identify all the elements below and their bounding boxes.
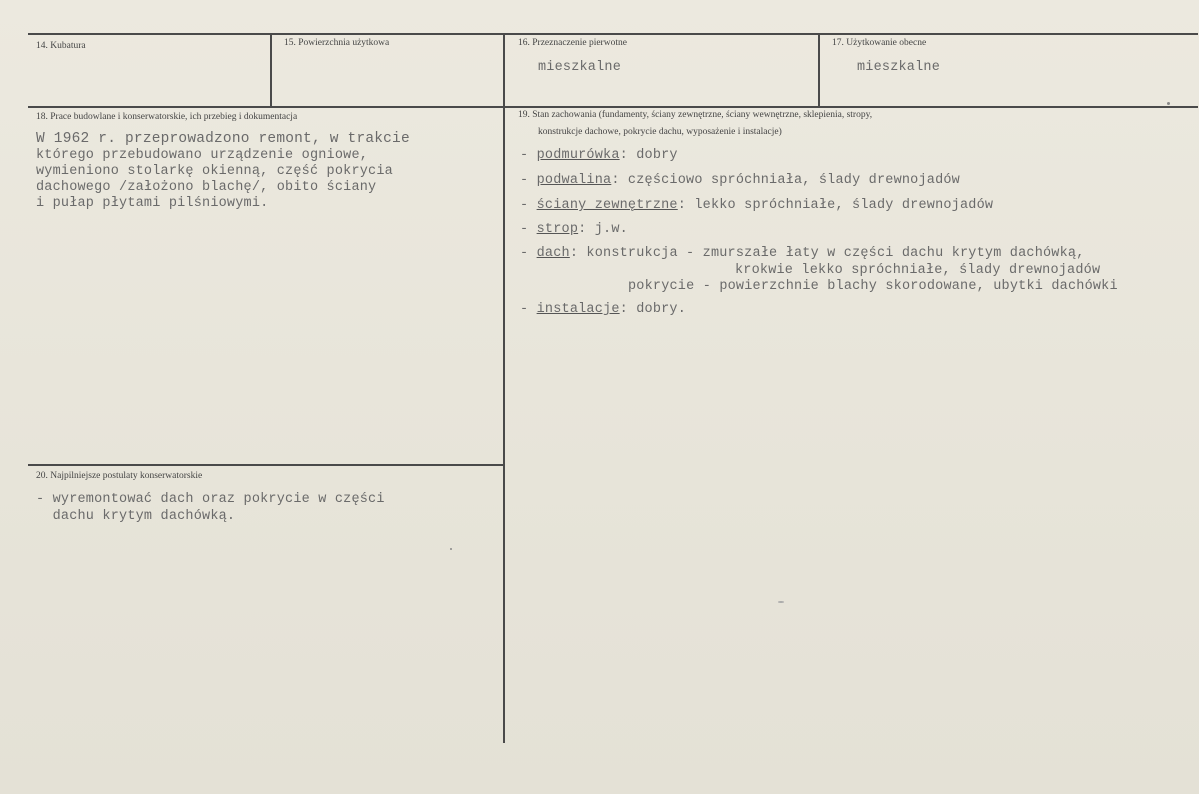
field-19-label: 19. Stan zachowania (fundamenty, ściany zewnętrzne, ściany wewnętrzne, sklepienia, stropy,	[518, 110, 873, 120]
paper-speck	[778, 601, 784, 603]
field-18-line: którego przebudowano urządzenie ogniowe,	[36, 148, 369, 163]
field-18-line: W 1962 r. przeprowadzono remont, w trakcie	[36, 131, 410, 147]
divider-14-15	[270, 33, 272, 106]
paper-speck	[450, 548, 452, 550]
condition-item: - podwalina: częściowo spróchniała, ślady drewnojadów	[520, 173, 960, 188]
condition-key: dach	[536, 246, 570, 261]
condition-key: podwalina	[536, 173, 612, 188]
field-16-label: 16. Przeznaczenie pierwotne	[518, 38, 627, 48]
condition-key: instalacje	[536, 302, 620, 317]
field-17-label: 17. Użytkowanie obecne	[832, 38, 927, 48]
condition-item: - instalacje: dobry.	[520, 302, 687, 317]
condition-item-cont: pokrycie - powierzchnie blachy skorodowane, ubytki dachówki	[628, 279, 1118, 294]
row1-bottom-border	[28, 106, 1198, 108]
condition-item: - ściany zewnętrzne: lekko spróchniałe, ślady drewnojadów	[520, 198, 994, 213]
field-20-label: 20. Najpilniejsze postulaty konserwatorskie	[36, 471, 203, 481]
field-14-label: 14. Kubatura	[36, 41, 86, 51]
field-18-line: wymieniono stolarkę okienną, część pokrycia	[36, 164, 393, 179]
condition-item-cont: krokwie lekko spróchniałe, ślady drewnojadów	[735, 263, 1101, 278]
divider-16-17	[818, 33, 820, 106]
divider-15-16	[503, 33, 505, 743]
field-19-label-cont: konstrukcje dachowe, pokrycie dachu, wyposażenie i instalacje)	[538, 127, 782, 137]
condition-item: - dach: konstrukcja - zmurszałe łaty w części dachu krytym dachówką,	[520, 246, 1085, 261]
field-20-line: dachu krytym dachówką.	[36, 509, 236, 524]
field-17-value: mieszkalne	[857, 60, 941, 75]
condition-key: podmurówka	[536, 148, 620, 163]
condition-key: strop	[536, 222, 579, 237]
condition-key: ściany zewnętrzne	[536, 198, 678, 213]
condition-item: - podmurówka: dobry	[520, 148, 678, 163]
field-18-line: dachowego /założono blachę/, obito ściany	[36, 180, 377, 195]
f18-bottom-border	[28, 464, 504, 466]
field-18-label: 18. Prace budowlane i konserwatorskie, ich przebieg i dokumentacja	[36, 112, 298, 122]
field-20-line: - wyremontować dach oraz pokrycie w części	[36, 492, 385, 507]
paper-speck	[1167, 102, 1170, 105]
field-18-line: i pułap płytami pilśniowymi.	[36, 196, 269, 211]
condition-item: - strop: j.w.	[520, 222, 628, 237]
field-16-value: mieszkalne	[538, 60, 622, 75]
field-15-label: 15. Powierzchnia użytkowa	[284, 38, 390, 48]
top-border	[28, 33, 1198, 35]
